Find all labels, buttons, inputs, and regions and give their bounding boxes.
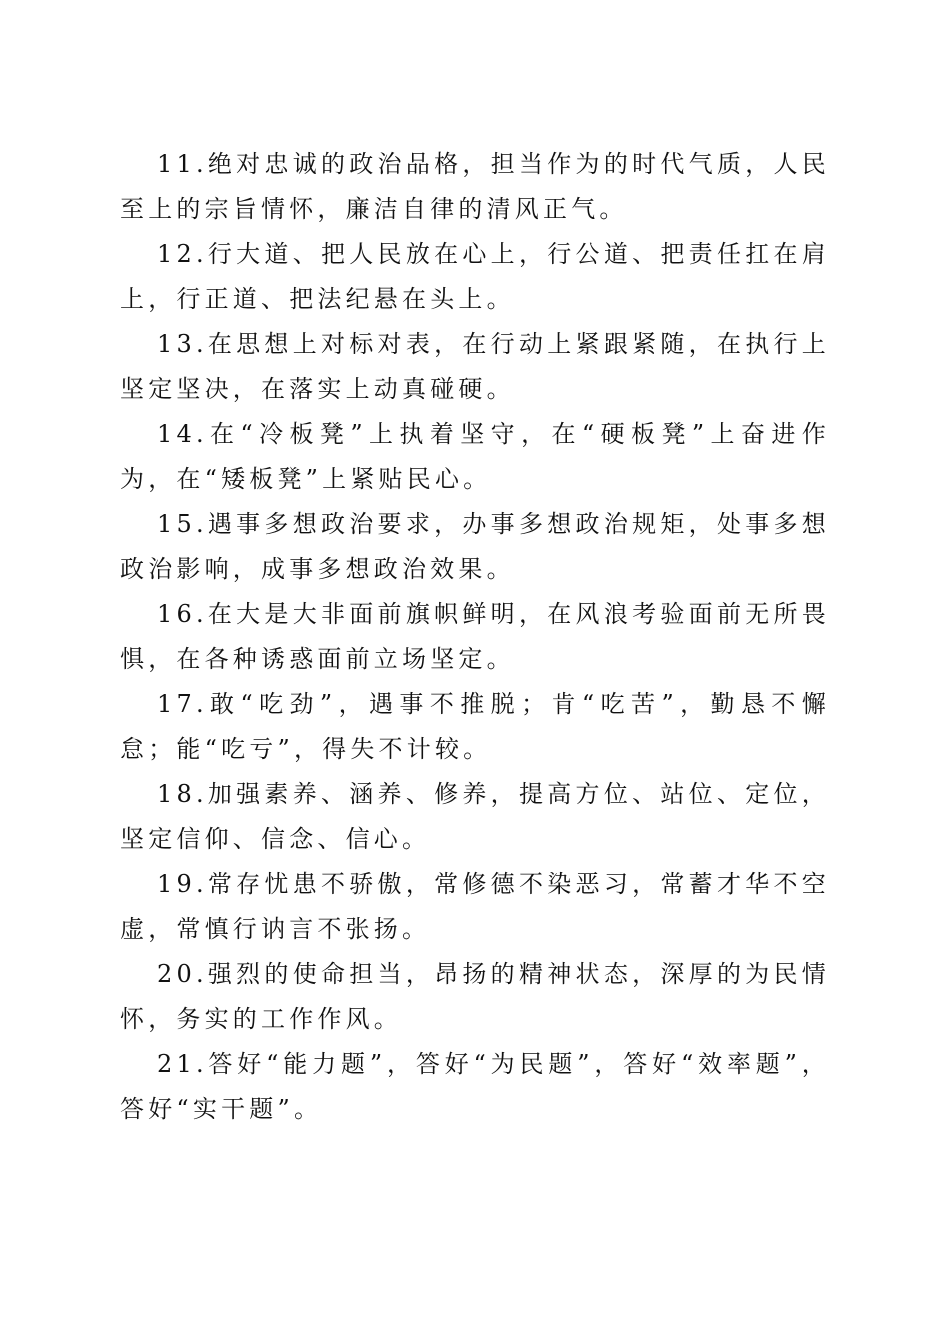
document-body xyxy=(120,142,830,1132)
paragraph-16: 16.在大是大非面前旗帜鲜明，在风浪考验面前无所畏惧，在各种诱惑面前立场坚定。 xyxy=(120,600,830,673)
paragraph-18: 18.加强素养、涵养、修养，提高方位、站位、定位，坚定信仰、信念、信心。 xyxy=(120,780,830,853)
paragraph-11: 11.绝对忠诚的政治品格，担当作为的时代气质，人民至上的宗旨情怀，廉洁自律的清风正气。 xyxy=(120,150,830,223)
paragraph-12: 12.行大道、把人民放在心上，行公道、把责任扛在肩上，行正道、把法纪悬在头上。 xyxy=(120,240,830,313)
paragraph-15: 15.遇事多想政治要求，办事多想政治规矩，处事多想政治影响，成事多想政治效果。 xyxy=(120,510,830,583)
paragraph-21: 21.答好“能力题”，答好“为民题”，答好“效率题”，答好“实干题”。 xyxy=(120,1050,830,1123)
paragraph-14: 14.在“冷板凳”上执着坚守，在“硬板凳”上奋进作为，在“矮板凳”上紧贴民心。 xyxy=(120,420,830,493)
paragraph-20: 20.强烈的使命担当，昂扬的精神状态，深厚的为民情怀，务实的工作作风。 xyxy=(120,960,830,1033)
paragraph-17: 17.敢“吃劲”，遇事不推脱；肯“吃苦”，勤恳不懈怠；能“吃亏”，得失不计较。 xyxy=(120,690,830,763)
paragraph-19: 19.常存忧患不骄傲，常修德不染恶习，常蓄才华不空虚，常慎行讷言不张扬。 xyxy=(120,870,830,943)
paragraph-13: 13.在思想上对标对表，在行动上紧跟紧随，在执行上坚定坚决，在落实上动真碰硬。 xyxy=(120,330,830,403)
